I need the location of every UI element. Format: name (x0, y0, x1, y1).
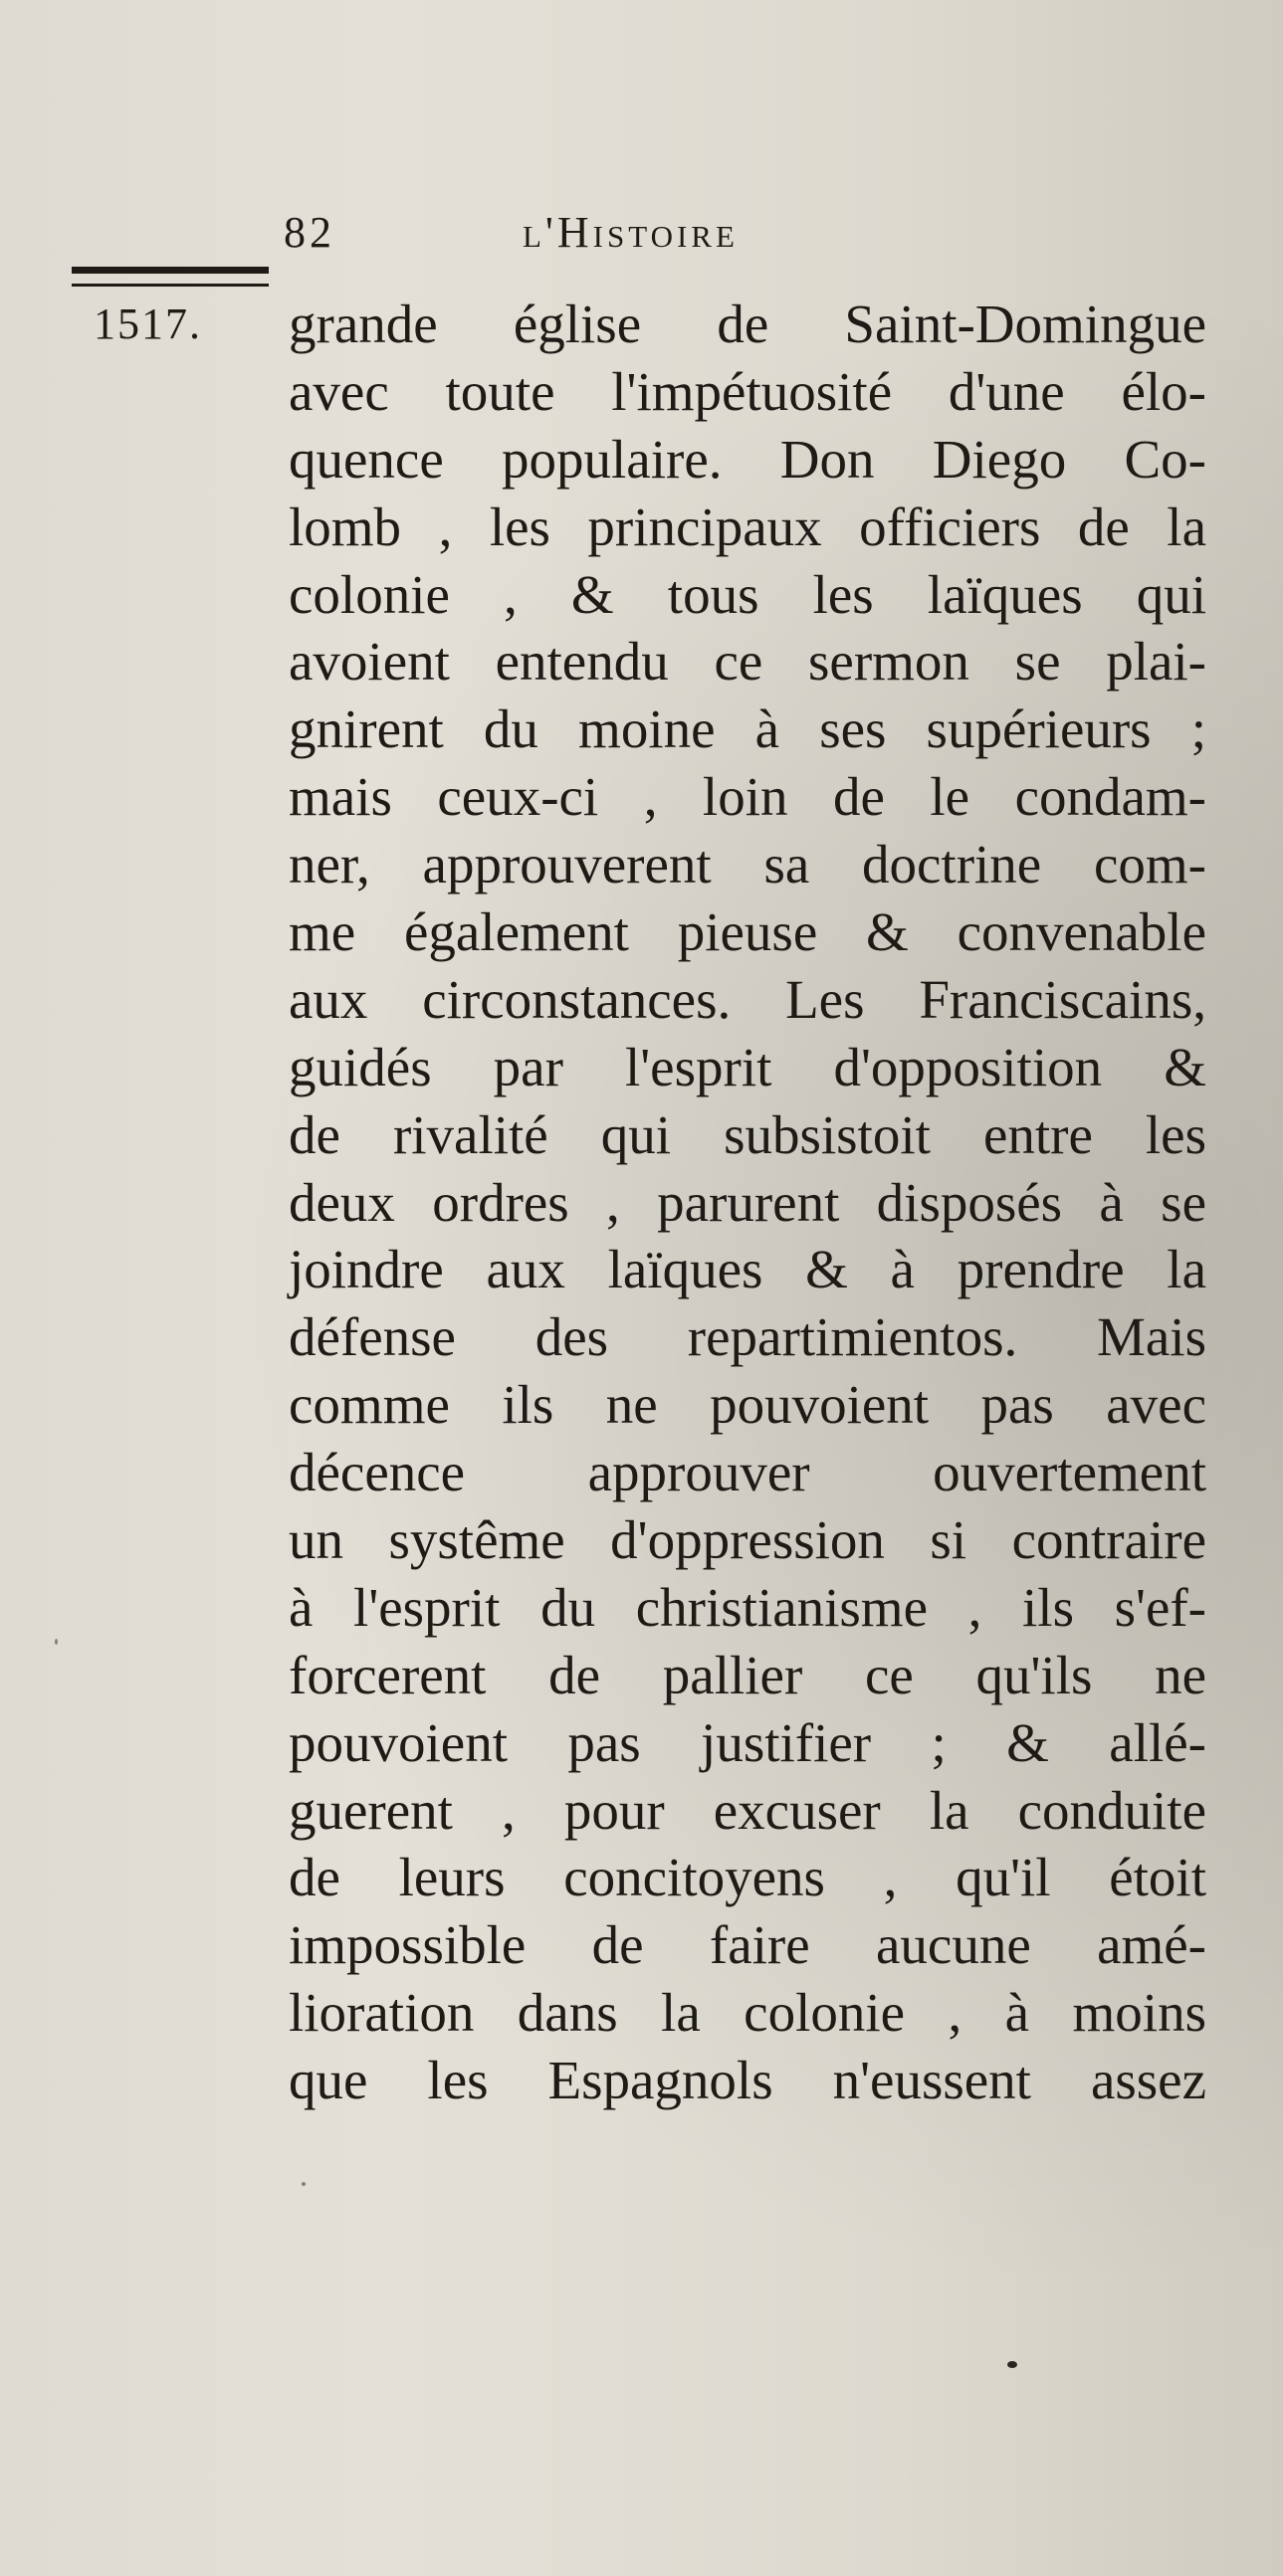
margin-year: 1517. (94, 299, 202, 348)
text-line: de rivalité qui subsistoit entre les (289, 1103, 1206, 1165)
text-line: joindre aux laïques & à prendre la (289, 1239, 1206, 1300)
text-line: à l'esprit du christianisme , ils s'ef- (289, 1576, 1206, 1638)
text-line: aux circonstances. Les Franciscains, (289, 968, 1206, 1030)
text-line: quence populaire. Don Diego Co- (289, 428, 1206, 490)
text-line: lioration dans la colonie , à moins (289, 1982, 1206, 2044)
text-line: de leurs concitoyens , qu'il étoit (289, 1847, 1206, 1908)
running-head: l'Histoire (523, 208, 739, 257)
text-line: décence approuver ouvertement (289, 1442, 1206, 1503)
page-number: 82 (284, 208, 335, 257)
body-text (289, 291, 1206, 2114)
text-line: pouvoient pas justifier ; & allé- (289, 1711, 1206, 1773)
text-line: lomb , les principaux officiers de la (289, 495, 1206, 557)
text-line: me également pieuse & convenable (289, 901, 1206, 963)
text-line: défense des repartimientos. Mais (289, 1306, 1206, 1368)
text-line: comme ils ne pouvoient pas avec (289, 1374, 1206, 1436)
text-line: grande église de Saint-Domingue (289, 294, 1206, 354)
text-line: guidés par l'esprit d'opposition & (289, 1036, 1206, 1097)
text-line: impossible de faire aucune amé- (289, 1914, 1206, 1976)
paper-speck (302, 2182, 306, 2186)
text-line: avoient entendu ce sermon se plai- (289, 631, 1206, 693)
text-line: deux ordres , parurent disposés à se (289, 1171, 1206, 1233)
text-line: gnirent du moine à ses supérieurs ; (289, 698, 1206, 760)
page-header (284, 207, 980, 267)
paper-speck (1007, 2361, 1017, 2368)
text-line: avec toute l'impétuosité d'une élo- (289, 360, 1206, 422)
text-line: un systême d'oppression si contraire (289, 1509, 1206, 1571)
text-line: forcerent de pallier ce qu'ils ne (289, 1644, 1206, 1705)
header-rule (72, 267, 269, 287)
text-line: ner, approuverent sa doctrine com- (289, 834, 1206, 895)
text-line: mais ceux-ci , loin de le condam- (289, 766, 1206, 828)
text-line: que les Espagnols n'eussent assez (289, 2050, 1206, 2111)
paper-speck (55, 1639, 58, 1645)
text-line: guerent , pour excuser la conduite (289, 1779, 1206, 1841)
text-line: colonie , & tous les laïques qui (289, 563, 1206, 625)
